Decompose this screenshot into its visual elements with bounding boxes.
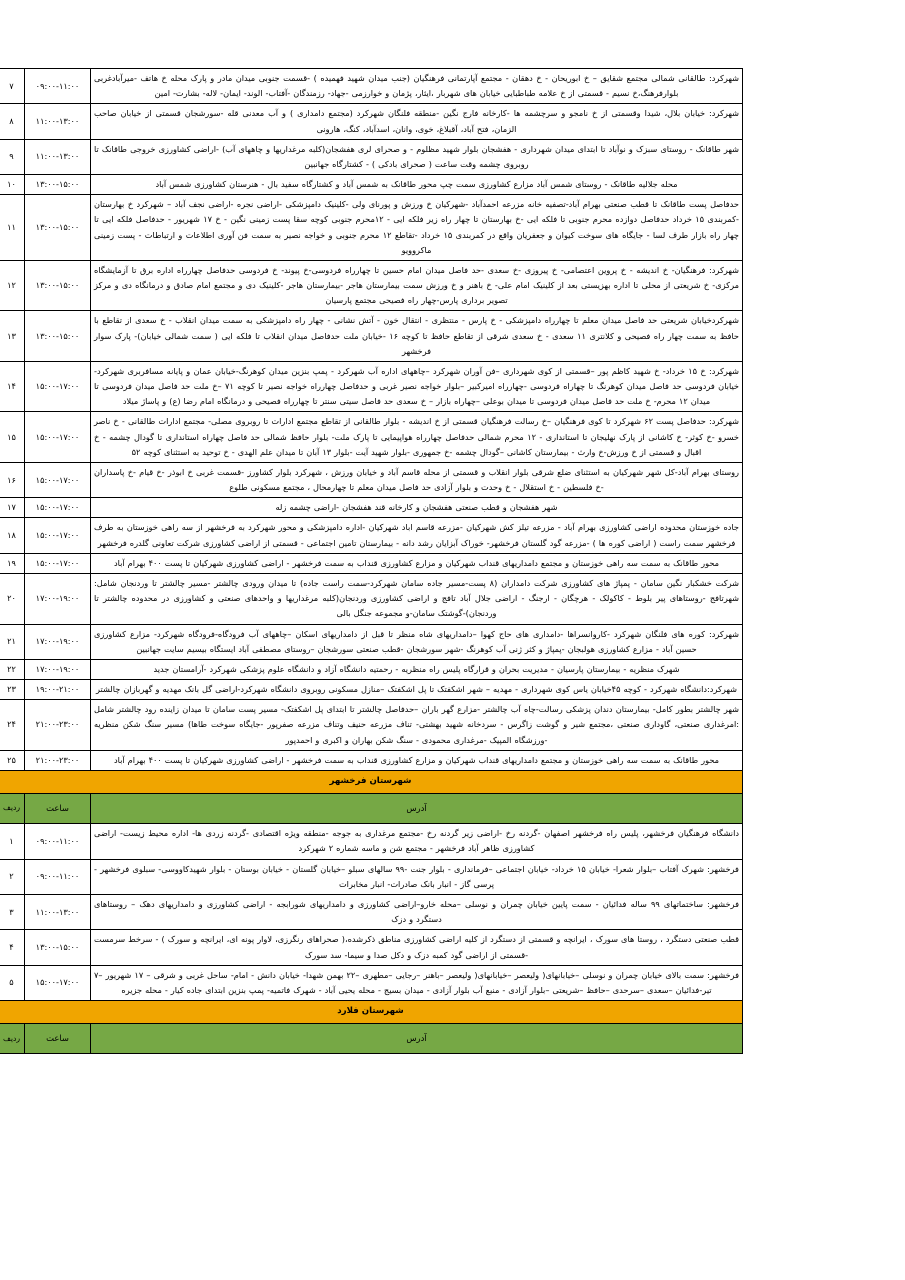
- column-header-time: ساعت: [25, 1023, 91, 1054]
- table-row: [0, 498, 743, 518]
- table-row: [0, 518, 743, 553]
- cell-time: ۰۹:۰۰-۱۱:۰۰: [25, 69, 91, 104]
- table-row: [0, 965, 743, 1000]
- cell-time: ۱۳:۰۰-۱۵:۰۰: [25, 175, 91, 195]
- cell-time: ۱۹:۰۰-۲۱:۰۰: [25, 680, 91, 700]
- table-row: [0, 175, 743, 195]
- cell-row-number: ۹: [0, 139, 25, 174]
- section-banner-title: شهرستان فرخشهر: [0, 770, 743, 793]
- cell-address: دانشگاه فرهنگیان فرخشهر، پلیس راه فرخشهر اصفهان -گردنه رخ -اراضی زیر گردنه رخ -مجتمع مرغداری به جوجه -منطقه ویژه اقتصادی -گردنه زردی ها- اداره محیط زیست- اراضی کشاورزی ظاهر آباد فرخشهر - مجتمع شن و ماسه شماره ۲ شهرکرد: [91, 824, 743, 859]
- cell-row-number: ۸: [0, 104, 25, 139]
- cell-row-number: ۲۵: [0, 750, 25, 770]
- cell-time: ۱۷:۰۰-۱۹:۰۰: [25, 659, 91, 679]
- section-banner-title: شهرستان فلارد: [0, 1001, 743, 1024]
- cell-time: ۱۵:۰۰-۱۷:۰۰: [25, 361, 91, 412]
- cell-row-number: ۲۳: [0, 680, 25, 700]
- cell-time: ۱۵:۰۰-۱۷:۰۰: [25, 498, 91, 518]
- cell-row-number: ۲۰: [0, 573, 25, 624]
- cell-row-number: ۱۲: [0, 260, 25, 311]
- table-row: [0, 659, 743, 679]
- column-header-row: [0, 793, 743, 824]
- cell-address: شهرکرد: طالقانی شمالی مجتمع شقایق – خ ابوریحان - خ دهقان - مجتمع آپارتمانی فرهنگیان (جنب میدان شهید فهمیده ) -قسمت جنوبی میدان مادر و پارک محله خ هاتف -میرآبادغربی بلوارفرهنگ،خ نسیم - قسمتی از خ علامه طباطبایی خیابان های شهربار ،ایثار، پژمان و خوارزمی -جهاد- رزمندگان -آفتاب- الوند- ایمان- لاله- بشارت- امین: [91, 69, 743, 104]
- cell-address: روستای بهرام آباد-کل شهر شهرکیان به استثنای ضلع شرقی بلوار انقلاب و قسمتی از محله قاسم آباد و خیابان ورزش ، شهرکرد بلوار کشاورز -قسمت غربی خ ابوذر -خ قیام -خ پاسداران -خ فلسطین - خ استقلال - خ وحدت و بلوار آزادی حد فاصل میدان معلم تا چهارمحال ، مجتمع مسکونی طلوع: [91, 462, 743, 497]
- cell-address: محور طاقانک به سمت سه راهی خوزستان و مجتمع دامداریهای قنداب شهرکیان و مزارع کشاورزی قنداب به سمت فرخشهر - اراضی کشاورزی شهرکیان تا پست ۴۰۰ بهرام آباد: [91, 553, 743, 573]
- table-row: [0, 69, 743, 104]
- table-row: [0, 624, 743, 659]
- cell-time: ۱۷:۰۰-۱۹:۰۰: [25, 573, 91, 624]
- cell-time: ۱۵:۰۰-۱۷:۰۰: [25, 518, 91, 553]
- cell-time: ۰۹:۰۰-۱۱:۰۰: [25, 824, 91, 859]
- cell-address: شهرکرد: فرهنگیان- خ اندیشه - خ پروین اعتصامی- خ پیروزی -خ سعدی -حد فاصل میدان امام حسین تا چهارراه فردوسی-خ پیوند- خ فردوسی حدفاصل چهارراه اداره برق تا آزمایشگاه مرکزی- خ شریعتی از محلی تا اداره بهزیستی بعد از کلینیک امام علی- خ باهنر و خ ورزش سمت بیمارستان هاجر -بیمارستان هاجر -کلینیک دی و مجتمع امام صادق و درمانگاه دی و مرکز تصویر برداری پارس-چهار راه فصیحی مجتمع پارسیان: [91, 260, 743, 311]
- cell-row-number: ۲: [0, 859, 25, 894]
- cell-row-number: ۴: [0, 930, 25, 965]
- cell-time: ۰۹:۰۰-۱۱:۰۰: [25, 859, 91, 894]
- cell-address: شهرکرد: حدفاصل پست ۶۲ شهرکرد تا کوی فرهنگیان –خ رسالت فرهنگیان قسمتی از خ اندیشه - بلوار طالقانی از تقاطع مجتمع ادارات تا روبروی مصلی- مجتمع ادارات طالقانی - خ ناصر خسرو -خ کوثر- خ کاشانی از پارک نهلیجان تا استانداری - ۱۲ محرم شمالی حدفاصل چهارراه هواپیمایی تا پارک ملت- بلوار حافظ شمالی حد فاصل چهاراه استانداری تا گودال چشمه - خ اقبال و قسمتی از خ ورزش-خ وارث - بیمارستان کاشانی –گودال چشمه -خ جمهوری -بلوار شهید آیت -بلوار ۱۳ آبان تا میدان علم الهدی - خ توحید به استثنای کوچه ۵۲: [91, 412, 743, 463]
- cell-time: ۱۳:۰۰-۱۵:۰۰: [25, 260, 91, 311]
- outage-schedule-table: [0, 68, 743, 1054]
- table-row: [0, 412, 743, 463]
- cell-time: ۱۱:۰۰-۱۳:۰۰: [25, 104, 91, 139]
- table-row: [0, 824, 743, 859]
- cell-row-number: ۵: [0, 965, 25, 1000]
- cell-time: ۱۵:۰۰-۱۷:۰۰: [25, 965, 91, 1000]
- column-header-time: ساعت: [25, 793, 91, 824]
- table-row: [0, 680, 743, 700]
- cell-time: ۱۷:۰۰-۱۹:۰۰: [25, 624, 91, 659]
- cell-row-number: ۱: [0, 824, 25, 859]
- table-row: [0, 139, 743, 174]
- table-row: [0, 195, 743, 261]
- cell-address: شهرک منظریه - بیمارستان پارسیان - مدیریت بحران و قرارگاه پلیس راه منظریه - رحمتیه دانشگاه آزاد و دانشگاه علوم پزشکی شهرکرد -آرامستان جدید: [91, 659, 743, 679]
- cell-time: ۲۱:۰۰-۲۳:۰۰: [25, 700, 91, 751]
- cell-time: ۱۳:۰۰-۱۵:۰۰: [25, 930, 91, 965]
- cell-row-number: ۱۴: [0, 361, 25, 412]
- cell-row-number: ۷: [0, 69, 25, 104]
- cell-address: شرکت خشکبار نگین سامان - پمپاژ های کشاورزی شرکت دامداران (۸ پست-مسیر جاده سامان شهرکرد-سمت راست جاده) تا میدان ورودی چالشتر -مسیر چالشتر تا وردنجان شامل: شهرتافج -روستاهای پیر بلوط - کاکولک - هرچگان - ارجنگ - اراضی جلال آباد تافج و اراضی کشاورزی وردنجان(کلبه مرغداریها و واحدهای صنعتی و کشاورزی در محدوده چالشتر تا وردنجان)-گوشتک سامان-و مجموعه جنگل بالی: [91, 573, 743, 624]
- cell-row-number: ۱۶: [0, 462, 25, 497]
- table-row: [0, 260, 743, 311]
- table-row: [0, 573, 743, 624]
- outage-schedule-table-container: [0, 68, 743, 1054]
- cell-time: ۲۱:۰۰-۲۳:۰۰: [25, 750, 91, 770]
- cell-time: ۱۵:۰۰-۱۷:۰۰: [25, 553, 91, 573]
- table-row: [0, 700, 743, 751]
- cell-row-number: ۱۰: [0, 175, 25, 195]
- table-body: [0, 69, 743, 1054]
- cell-address: شهر چالشتر بطور کامل- بیمارستان دندان پزشکی رسالت-چاه آب چالشتر -مزارع گهر باران –حدفاصل چالشتر تا ابتدای پل اشکفتک- مسیر پست سامان تا میدان زاینده رود چالشتر شامل :امرغداری صنعتی، گاوداری صنعتی ،مجتمع شیر و گوشت زاگرس - سردخانه شهید بهشتی- تناف مزرعه حنیف وتناف مزرعه صفرپور -جایگاه سوخت طاها) مسیر سنگ شکن منظریه -ورزشگاه المپیک -مرغداری محمودی - سنگ شکن بهاران و اکبری و احمدپور: [91, 700, 743, 751]
- cell-time: ۱۳:۰۰-۱۵:۰۰: [25, 195, 91, 261]
- table-row: [0, 462, 743, 497]
- cell-time: ۱۱:۰۰-۱۳:۰۰: [25, 139, 91, 174]
- cell-row-number: ۱۷: [0, 498, 25, 518]
- table-row: [0, 553, 743, 573]
- cell-row-number: ۲۴: [0, 700, 25, 751]
- cell-row-number: ۲۲: [0, 659, 25, 679]
- table-row: [0, 311, 743, 362]
- table-row: [0, 895, 743, 930]
- cell-address: شهرکردخیابان شریعتی حد فاصل میدان معلم تا چهارراه دامپزشکی - خ پارس - منتظری - انتقال خون - آتش نشانی - چهار راه دامپزشکی به سمت میدان انقلاب - خ سعدی از تقاطع با حافظ به سمت چهار راه فصیحی و کلانتری ۱۱ سعدی - خ سعدی شرقی از تقاطع حافظ تا کوچه ۱۶ -خیابان ملت حدفاصل میدان انقلاب تا فلکه ایی ( سمت شمالی خیابان)- پارک سوار فرخشهر: [91, 311, 743, 362]
- cell-time: ۱۵:۰۰-۱۷:۰۰: [25, 412, 91, 463]
- cell-address: محور طاقانک به سمت سه راهی خوزستان و مجتمع دامداریهای قنداب شهرکیان و مزارع کشاورزی قنداب به سمت فرخشهر - اراضی کشاورزی شهرکیان تا پست ۴۰۰ بهرام آباد: [91, 750, 743, 770]
- cell-address: فرخشهر: شهرک آفتاب –بلوار شعرا- خیابان ۱۵ خرداد- خیابان اجتماعی –فرمانداری - بلوار جنت -۹۹ سالهای سبلو –خیابان گلستان - خیابان بوستان - بلوار شهیدکاووسی- سبلوی فرخشهر - پرسی گاز - انبار بانک صادرات- انبار مخابرات: [91, 859, 743, 894]
- table-row: [0, 361, 743, 412]
- column-header-row-number: ردیف: [0, 1023, 25, 1054]
- cell-address: فرخشهر: سمت بالای خیابان چمران و نوسلی –خیابانهای( ولیعصر –خیابانهای( ولیعصر –باهنر –رجایی –مطهری –۲۲ بهمن شهدا- خیابان دانش - امام- ساحل غربی و شرقی – ۱۷ شهریور –۷ تیر-فدائیان –سعدی –سرحدی –حافظ –شریعتی –بلوار آزادی - منبع آب بلوار آزادی - میدان بسیج - محله یحیی آباد - شهرک فاتمیه- پمپ بنزین ابتدای جاده کیار - محله جزیره: [91, 965, 743, 1000]
- cell-row-number: ۱۳: [0, 311, 25, 362]
- column-header-address: آدرس: [91, 793, 743, 824]
- cell-address: شهرکرد: کوره های فلنگان شهرکرد -کاروانسراها -دامداری های حاج کهوا –دامداریهای شاه منظر تا قبل از دامداریهای اسکان –چاههای آب فرودگاه-فرودگاه شهرکرد- مزارع کشاورزی حسین آباد - مزارع کشاورزی هولبجان -پمپاژ و کثر ژنی آب کوهرنگ -شهر سورشجان -قطب صنعتی سورشجان –روستای مصطفی آباد ایستگاه بیسیم سایت جهانبین: [91, 624, 743, 659]
- cell-address: شهرکرد: خیابان بلال، شیدا وقسمتی از خ نامجو و سرچشمه ها -کارخانه فارج نگین -منطقه فلنگان شهرکرد (مجتمع دامداری ) و آب معدنی قله -سورشجان قسمتی از خیابان صاحب الزمان، فتح آباد، آقبلاغ، خوی، وانان، اسدآباد، کنگ، هارونی: [91, 104, 743, 139]
- cell-time: ۱۳:۰۰-۱۵:۰۰: [25, 311, 91, 362]
- section-banner-row: [0, 1001, 743, 1024]
- cell-address: حدفاصل پست طاقانک تا قطب صنعتی بهرام آباد-تصفیه خانه مزرعه احمدآباد -شهرکیان خ ورزش و پورنای ولی -کلینیک دامپزشکی -اراضی نجره -اراضی نجف آباد – شهرکرد خ بهارستان -کمربندی ۱۵ خرداد حدفاصل دوازده محرم جنوبی تا فلکه ایی -خ بهارستان تا چهار راه زیر فلکه ایی - ۱۲محرم جنوبی کوچه سقا پست زمینی نگین - خ ۱۷ شهریور - حدفاصل فلکه ایی تا چهار راه بازار طرف لسا - جایگاه های سوخت کیوان و جعفریان واقع در کمربندی ۱۵ خرداد -تقاطع ۱۲ محرم جنوبی و خواجه نصیر به سمت فن آوری اطلاعات و ارتباطات - پست زمینی ماکروویو: [91, 195, 743, 261]
- column-header-row-number: ردیف: [0, 793, 25, 824]
- cell-address: جاده خوزستان محدوده اراضی کشاورزی بهرام آباد - مزرعه تیلز کش شهرکیان -مزرعه قاسم اباد شهرکیان -اداره دامپزشکی و محور شهرکرد به فرخشهر از سه راهی خوزستان به طرف فرخشهر سمت راست ( اراضی کوره ها ) -مزرعه گود گلستان فرخشهر- خوراک آبزایان رشد دانه - بیمارستان تامین اجتماعی - قسمتی از اراضی کشاورزی شرکت تعاونی گلدره فرخشهر: [91, 518, 743, 553]
- cell-address: شهر طاقانک - روستای سبزک و نوآباد تا ابتدای میدان شهرداری - هفشجان بلوار شهید مظلوم - و صحرای لری هفشجان(کلبه مرغداریها و چاههای آب) -اراضی کشاورزی خروجی طاقانک تا روبروی چشمه وقت ساعت ( صحرای بادکی ) - کشتارگاه جهانبین: [91, 139, 743, 174]
- table-row: [0, 104, 743, 139]
- cell-row-number: ۱۱: [0, 195, 25, 261]
- cell-row-number: ۱۸: [0, 518, 25, 553]
- cell-address: محله جلالیه طاقانک - روستای شمس آباد مزارع کشاورزی سمت چپ محور طاقانک به شمس آباد و کشتارگاه سفید بال - هنرستان کشاورزی شمس آباد: [91, 175, 743, 195]
- section-banner-row: [0, 770, 743, 793]
- table-row: [0, 750, 743, 770]
- cell-address: شهر هفشجان و قطب صنعتی هفشجان و کارخانه قند هفشجان -اراضی چشمه زله: [91, 498, 743, 518]
- cell-row-number: ۱۵: [0, 412, 25, 463]
- cell-row-number: ۱۹: [0, 553, 25, 573]
- cell-row-number: ۳: [0, 895, 25, 930]
- cell-address: قطب صنعتی دستگرد ، روستا های سورک ، ایرانچه و قسمتی از دستگرد از کلیه اراضی کشاورزی مناطق ذکرشده،( صحراهای رنگرزی، لاوار پونه ای، ایرانچه و سورک ) - سرخط سرمست -قسمتی از اراضی گود کمبه دزک و دکل صدا و سیما- سد سورک: [91, 930, 743, 965]
- column-header-address: آدرس: [91, 1023, 743, 1054]
- cell-address: فرخشهر: ساختماتهای ۹۹ ساله فدائیان - سمت پایین خیابان چمران و نوسلی –محله خارو–اراضی کشاورزی و دامداریهای شورابجه - اراضی کشاورزی و دامداریهای دهک – روستاهای دستگرد و دزک: [91, 895, 743, 930]
- table-row: [0, 930, 743, 965]
- cell-address: شهرکرد:دانشگاه شهرکرد - کوچه ۴۵خیابان یاس کوی شهرداری - مهدیه – شهر اشکفتک تا پل اشکفتک –منازل مسکونی روبروی دانشگاه شهرکرد-اراضی گل بانک مهدیه و گهربازان چالشتر: [91, 680, 743, 700]
- column-header-row: [0, 1023, 743, 1054]
- cell-address: شهرکرد: خ ۱۵ خرداد- خ شهید کاظم پور –قسمتی از کوی شهرداری –فن آوران شهرکرد –چاههای اداره آب شهرکرد - پمپ بنزین میدان کوهرنگ-خیابان عمان و پایانه مسافربری شهرکرد- خیابان فردوسی حد فاصل میدان کوهرنگ تا چهاراه فردوسی -چهارراه امیرکبیر –بلوار خواجه نصیر غربی و حدفاصل چهارراه خواجه نصیر تا کوچه ۷۱ –خ ملت حد فاصل میدان فردوسی تا میدان ۱۲ محرم- خ ملت حد فاصل میدان فردوسی تا میدان بوعلی –چهاراه بازار – خ سعدی حد فاصل سیتی سنتر تا چهارراه فصیحی و درمانگاه امام رضا (ع) و پاساژ میلاد: [91, 361, 743, 412]
- table-row: [0, 859, 743, 894]
- cell-time: ۱۱:۰۰-۱۳:۰۰: [25, 895, 91, 930]
- cell-row-number: ۲۱: [0, 624, 25, 659]
- cell-time: ۱۵:۰۰-۱۷:۰۰: [25, 462, 91, 497]
